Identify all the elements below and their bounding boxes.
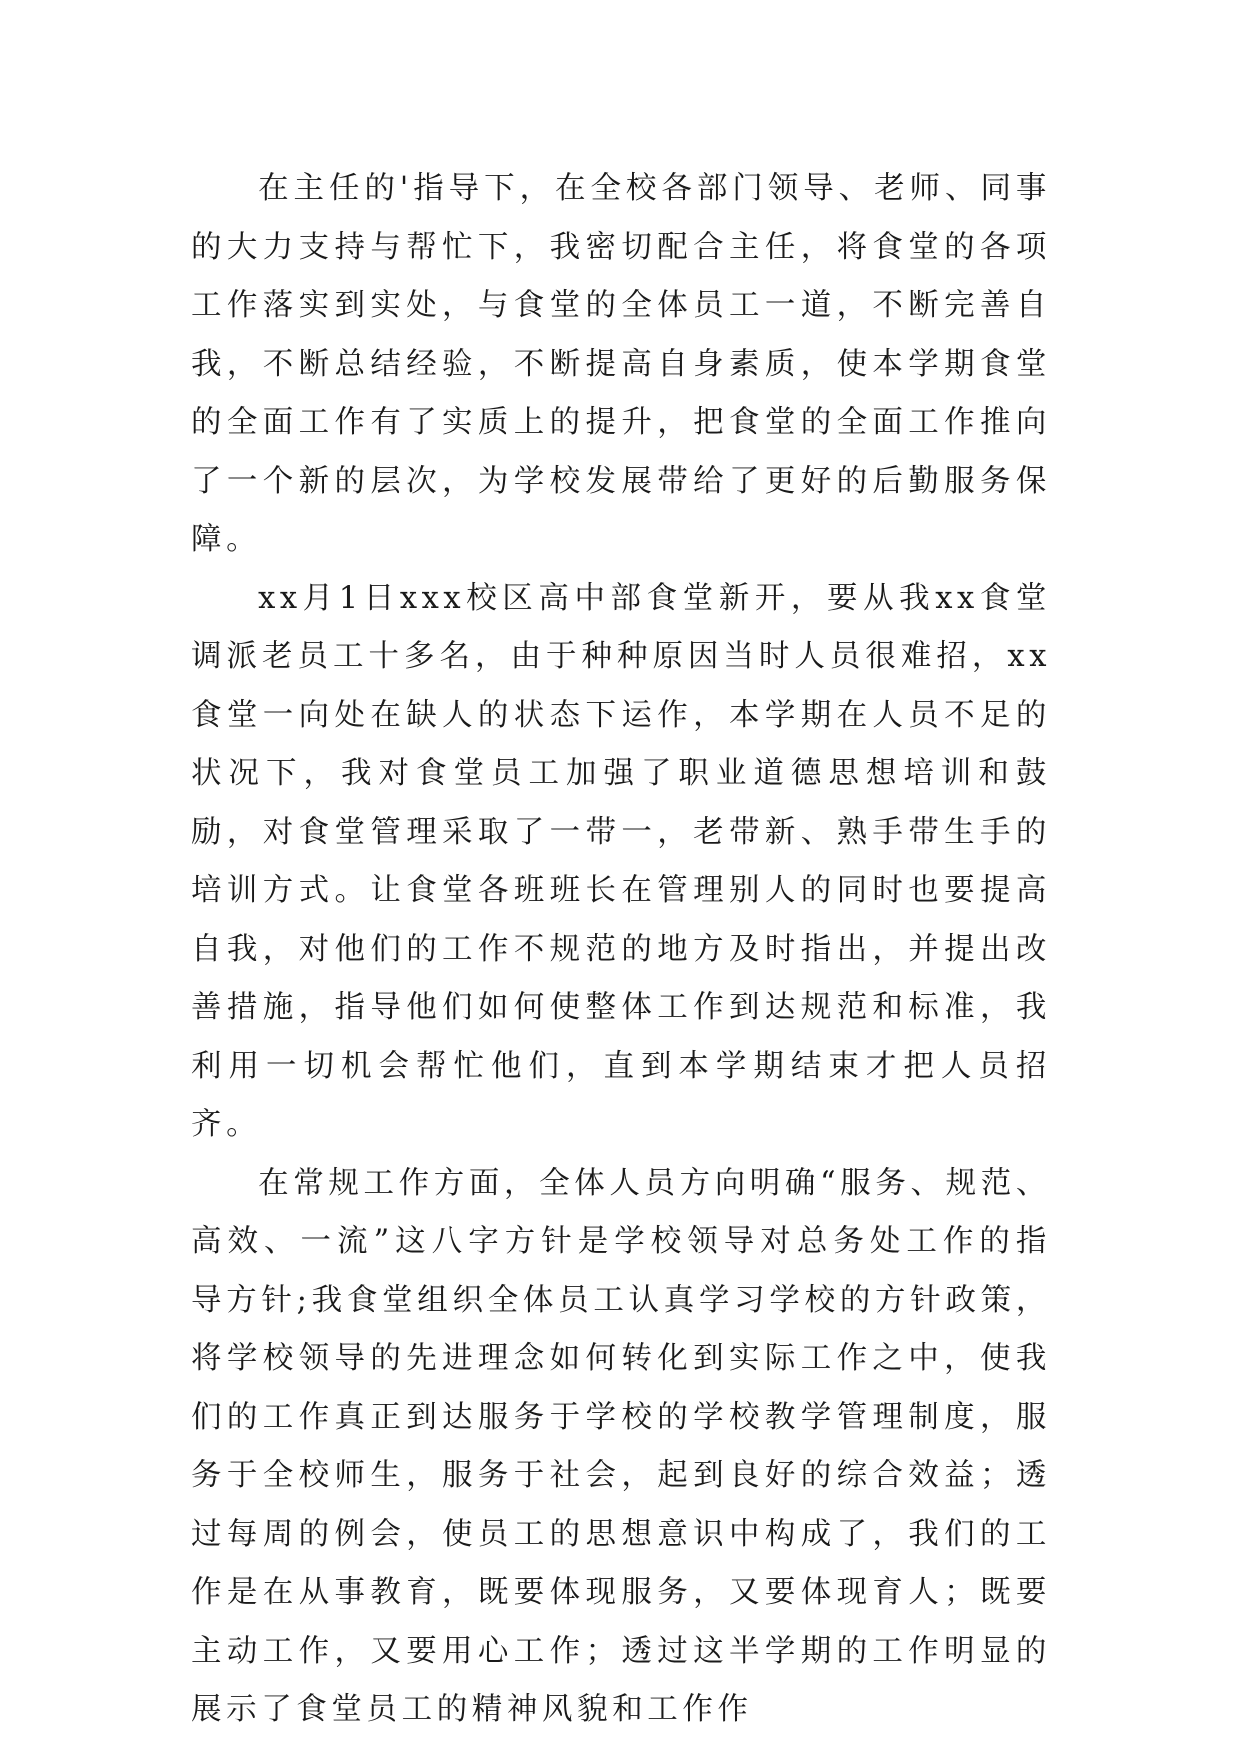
paragraph-1: 在主任的'指导下，在全校各部门领导、老师、同事的大力支持与帮忙下，我密切配合主任，将食堂的各项工作落实到实处，与食堂的全体员工一道，不断完善自我，不断总结经验，不断提高自身素质，使本学期食堂的全面工作有了实质上的提升，把食堂的全面工作推向了一个新的层次，为学校发展带给了更好的后勤服务保障。 <box>191 171 1051 557</box>
paragraph-3: 在常规工作方面，全体人员方向明确“服务、规范、高效、一流”这八字方针是学校领导对总务处工作的指导方针;我食堂组织全体员工认真学习学校的方针政策，将学校领导的先进理念如何转化到实际工作之中，使我们的工作真正到达服务于学校的学校教学管理制度，服务于全校师生，服务于社会，起到良好的综合效益；透过每周的例会，使员工的思想意识中构成了，我们的工作是在从事教育，既要体现服务，又要体现育人；既要主动工作，又要用心工作；透过这半学期的工作明显的展示了食堂员工的精神风貌和工作作 <box>191 1165 1051 1727</box>
document-body <box>191 160 1051 1740</box>
paragraph-2: xx月1日xxx校区高中部食堂新开，要从我xx食堂调派老员工十多名，由于种种原因当时人员很难招，xx食堂一向处在缺人的状态下运作，本学期在人员不足的状况下，我对食堂员工加强了职业道德思想培训和鼓励，对食堂管理采取了一带一，老带新、熟手带生手的培训方式。让食堂各班班长在管理别人的同时也要提高自我，对他们的工作不规范的地方及时指出，并提出改善措施，指导他们如何使整体工作到达规范和标准，我利用一切机会帮忙他们，直到本学期结束才把人员招齐。 <box>191 580 1051 1142</box>
